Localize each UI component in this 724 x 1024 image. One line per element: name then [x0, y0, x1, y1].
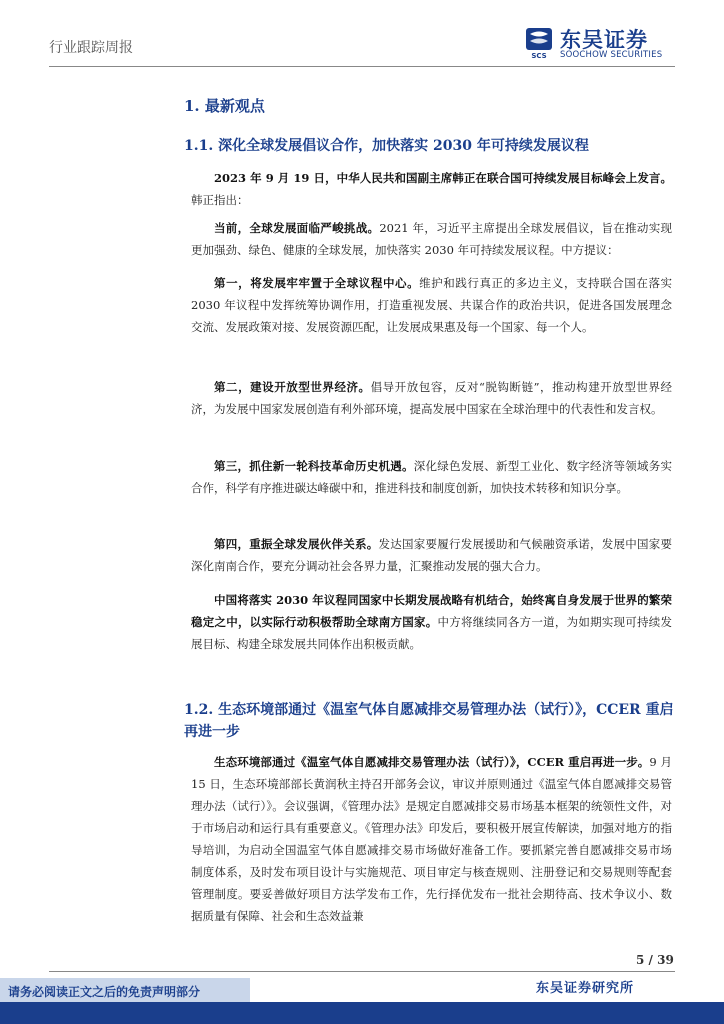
- disclaimer-text: 请务必阅读正文之后的免责声明部分: [8, 985, 201, 999]
- footer-divider: [49, 971, 675, 972]
- section-heading-1: 1. 最新观点: [184, 97, 265, 115]
- paragraph-lead: 中国将落实 2030 年议程同国家中长期发展战略有机结合，始终寓自身发展于世界的繁荣稳定之中，以实际行动积极帮助全球南方国家。: [191, 593, 672, 629]
- paragraph-1-1-1: [191, 167, 672, 211]
- logo-english-name: SOOCHOW SECURITIES: [560, 50, 663, 60]
- institute-name: 东吴证券研究所: [536, 981, 635, 996]
- paragraph-1-1-3: [191, 272, 672, 338]
- paragraph-body: 倡导开放包容，反对“脱钩断链”，推动构建开放型世界经济，为发展中国家发展创造有利外部环境，提高发展中国家在全球治理中的代表性和发言权。: [191, 380, 672, 416]
- page-number: 5 / 39: [636, 953, 674, 967]
- paragraph-lead: 第三，抓住新一轮科技革命历史机遇。: [214, 459, 414, 473]
- paragraph-body: 2021 年，习近平主席提出全球发展倡议，旨在推动实现更加强劲、绿色、健康的全球发展，加快落实 2030 年可持续发展议程。中方提议：: [191, 221, 673, 257]
- paragraph-1-1-5: [191, 455, 672, 499]
- soochow-securities-logo: [524, 24, 674, 64]
- logo-mark-text: SCS: [531, 52, 547, 60]
- footer-band: [0, 1002, 724, 1024]
- paragraph-1-1-4: [191, 376, 672, 420]
- document-type-label: 行业跟踪周报: [49, 40, 133, 56]
- paragraph-1-1-7: [191, 589, 672, 655]
- paragraph-body: 9 月 15 日，生态环境部部长黄润秋主持召开部务会议，审议并原则通过《温室气体自愿减排交易管理办法（试行）》。会议强调，《管理办法》是规定自愿减排交易市场基本框架的统领性文件，对于市场启动和运行具有重要意义。《管理办法》印发后，要积极开展宣传解读，加强对地方的指导培训，为启动全国温室气体自愿减排交易市场做好准备工作。要抓紧完善自愿减排交易市场制度体系，及时发布项目设计与实施规范、项目审定与核查规则、注册登记和交易规则等配套管理制度。要妥善做好项目方法学发布工作，先行择优发布一批社会期待高、技术争议小、数据质量有保障、社会和生态效益兼: [191, 755, 672, 923]
- section-heading-1-1: 1.1. 深化全球发展倡议合作，加快落实 2030 年可持续发展议程: [184, 138, 589, 154]
- paragraph-1-1-2: [191, 217, 672, 261]
- paragraph-lead: 当前，全球发展面临严峻挑战。: [214, 221, 380, 235]
- paragraph-lead: 第一，将发展牢牢置于全球议程中心。: [214, 276, 420, 290]
- paragraph-body: 深化绿色发展、新型工业化、数字经济等领域务实合作，科学有序推进碳达峰碳中和，推进科技和制度创新，加快技术转移和知识分享。: [191, 459, 672, 495]
- paragraph-body: 韩正指出：: [191, 193, 249, 207]
- paragraph-body: 中方将继续同各方一道，为如期实现可持续发展目标、构建全球发展共同体作出积极贡献。: [191, 615, 673, 651]
- section-heading-1-2: 1.2. 生态环境部通过《温室气体自愿减排交易管理办法（试行）》，CCER 重启再进一步: [184, 702, 674, 740]
- paragraph-lead: 2023 年 9 月 19 日，中华人民共和国副主席韩正在联合国可持续发展目标峰会上发言。: [214, 171, 672, 185]
- paragraph-lead: 第二，建设开放型世界经济。: [214, 380, 371, 394]
- paragraph-lead: 生态环境部通过《温室气体自愿减排交易管理办法（试行）》，CCER 重启再进一步。: [214, 755, 650, 769]
- logo-chinese-name: 东吴证券: [560, 28, 648, 52]
- paragraph-1-1-6: [191, 533, 672, 577]
- paragraph-1-2-1: [191, 751, 672, 927]
- header-divider: [49, 66, 675, 67]
- paragraph-body: 发达国家要履行发展援助和气候融资承诺，发展中国家要深化南南合作，要充分调动社会各界力量，汇聚推动发展的强大合力。: [191, 537, 672, 573]
- paragraph-lead: 第四，重振全球发展伙伴关系。: [214, 537, 379, 551]
- logo-mark-icon: [524, 26, 554, 60]
- paragraph-body: 维护和践行真正的多边主义，支持联合国在落实 2030 年议程中发挥统筹协调作用，打造重视发展、共谋合作的政治共识，促进各国发展理念交流、发展政策对接、发展资源匹配，让发展成果惠及每一个国家、每一个人。: [191, 276, 673, 334]
